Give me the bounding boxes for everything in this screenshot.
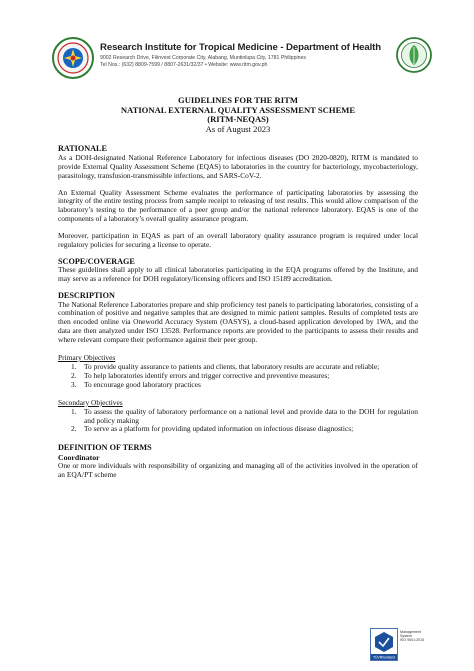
cert-line-2: System: [400, 634, 412, 639]
list-item-number: 3.: [71, 379, 77, 389]
list-item-text: To assess the quality of laboratory performance on a national level and provide data to the DOH for regulation and policy making: [84, 406, 418, 425]
letterhead-text: [100, 42, 400, 68]
list-item-number: 2.: [71, 424, 77, 434]
primary-objectives-list: [58, 363, 418, 390]
description-heading: DESCRIPTION: [58, 291, 115, 301]
doc-title-line2: NATIONAL EXTERNAL QUALITY ASSESSMENT SCHEME: [120, 104, 356, 115]
definition-coordinator: One or more individuals with responsibility of organizing and managing all of the activities involved in the operation of an EQA/PT scheme: [58, 460, 418, 479]
list-item-text: To serve as a platform for providing updated information on infectious disease diagnostics;: [84, 424, 354, 434]
tuv-certification-icon: [370, 628, 398, 661]
list-item: [71, 381, 418, 390]
list-item-text: To encourage good laboratory practices: [84, 379, 201, 389]
cert-line-3: ISO 9001:2015: [400, 638, 425, 643]
doh-seal-icon: [52, 37, 94, 79]
secondary-objectives-list: [58, 408, 418, 435]
document-body: [58, 96, 418, 480]
doc-date: As of August 2023: [205, 123, 271, 134]
list-item: [71, 425, 418, 434]
institute-contact: Tel Nos.: (632) 8809-7599 / 8807-2631/32/37 • Website: www.ritm.gov.ph: [100, 62, 268, 68]
list-item-number: 2.: [71, 370, 77, 380]
doc-title-line3: (RITM-NEQAS): [207, 114, 269, 125]
scope-heading: SCOPE/COVERAGE: [58, 256, 135, 266]
rationale-paragraph-1: As a DOH-designated National Reference Laboratory for infectious diseases (DO 2020-0820), RITM is mandated to provide External Quality Assessment Scheme (EQAS) to laboratories in the country for bacteriology, mycobacteriology, parasitology, transfusion-transmissible infections, and SARS-CoV-2.: [58, 152, 418, 180]
primary-objectives-heading: Primary Objectives: [58, 353, 116, 363]
institute-title: Research Institute for Tropical Medicine - Department of Health: [100, 42, 382, 53]
doc-title-line1: GUIDELINES FOR THE RITM: [178, 95, 298, 105]
certification-badge: [370, 628, 434, 664]
description-paragraph: The National Reference Laboratories prepare and ship proficiency test panels to participating laboratories, consisting of a combination of positive and negative samples that are designed to mimic patient samples. Results of completed tests are then encoded online via Oneworld Accuracy System (OASYS), a cloud-based application developed by 1WA, and the data are then analyzed under ISO 13528. Performance reports are provided to the participants to assess their results and where relevant compare their performance against their peer group.: [58, 299, 418, 345]
ritm-seal-icon: [396, 37, 432, 73]
list-item: [71, 408, 418, 426]
rationale-heading: RATIONALE: [58, 144, 107, 154]
cert-line-1: Management: [400, 630, 421, 634]
definitions-heading: DEFINITION OF TERMS: [58, 443, 152, 453]
list-item-text: To provide quality assurance to patients and clients, that laboratory results are accurate and reliable;: [84, 362, 380, 371]
letterhead: [0, 0, 474, 80]
list-item-number: 1.: [71, 406, 77, 416]
term-coordinator: Coordinator: [58, 452, 100, 462]
certification-text: [400, 630, 424, 643]
rationale-paragraph-3: Moreover, participation in EQAS as part of an overall laboratory quality assurance program is required under local regulatory policies for securing a license to operate.: [58, 231, 418, 250]
rationale-paragraph-2: An External Quality Assessment Scheme evaluates the performance of participating laboratories by assessing the integrity of the entire testing process from sample receipt to releasing of test results. This would allow comparison of the laboratory’s testing to the performance of a peer group and/or the national reference laboratory. EQAS is one of the components of a laboratory’s overall quality assurance program.: [58, 187, 418, 224]
secondary-objectives-heading: Secondary Objectives: [58, 397, 123, 407]
institute-address: 9002 Research Drive, Filinvest Corporate City, Alabang, Muntinlupa City, 1781 Philippines: [100, 54, 306, 61]
scope-paragraph: These guidelines shall apply to all clinical laboratories participating in the EQA programs offered by the Institute, and may serve as a reference for DOH regulatory/licensing officers and ISO 15189 accreditation.: [58, 265, 418, 284]
list-item-number: 1.: [71, 362, 77, 371]
cert-mark-text: TÜVRheinland: [372, 655, 396, 660]
list-item-text: To help laboratories identify errors and trigger corrective and preventive measures;: [84, 370, 330, 380]
